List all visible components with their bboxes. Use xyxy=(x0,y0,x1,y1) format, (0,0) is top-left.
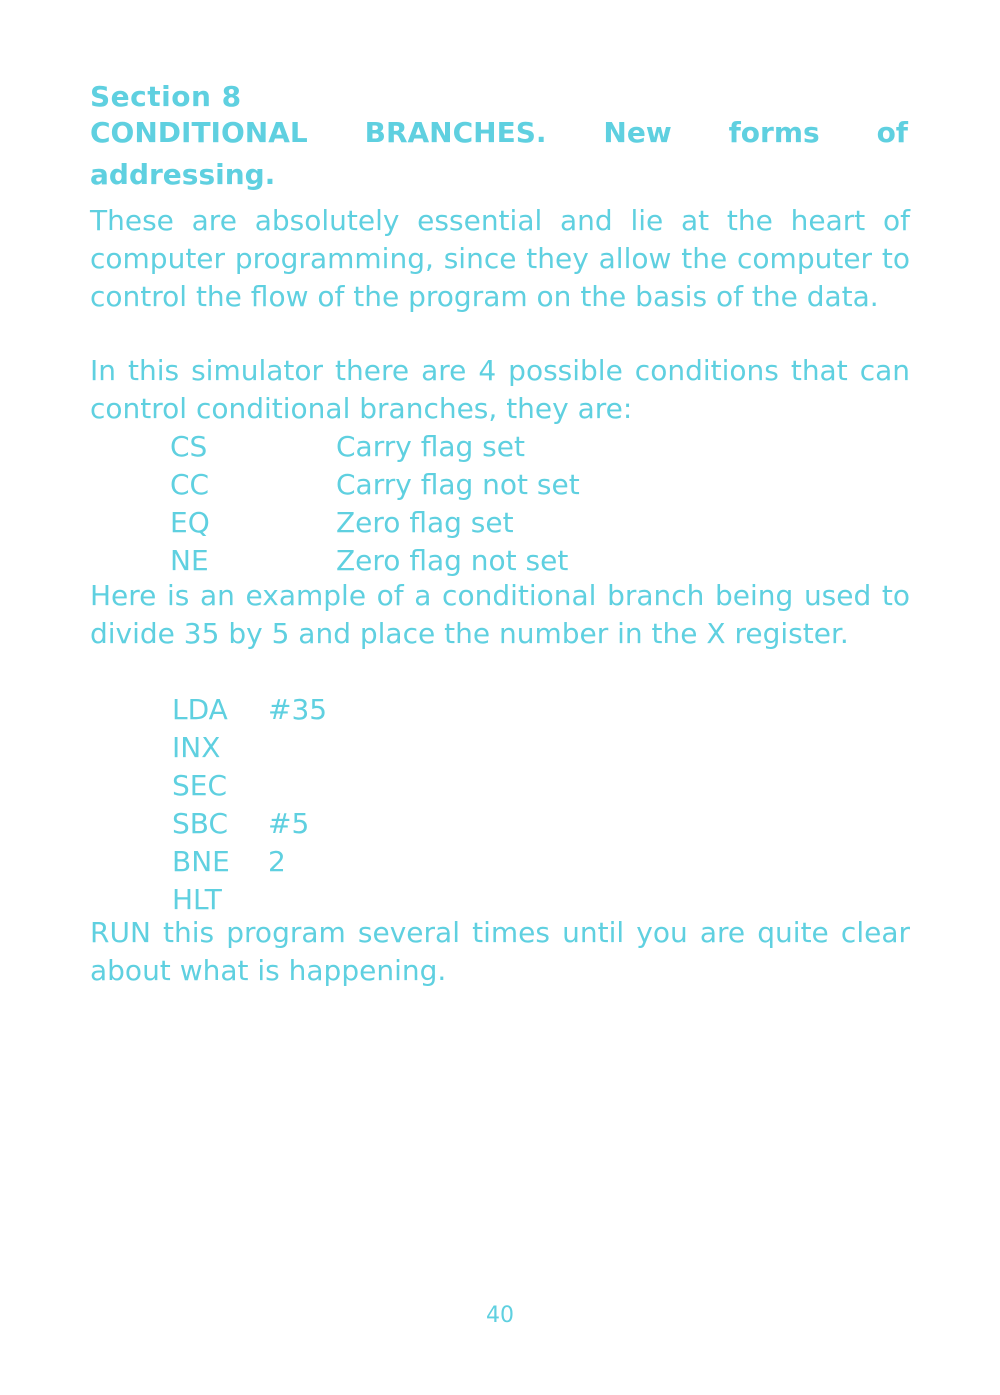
conditions-intro-paragraph: In this simulator there are 4 possible conditions that can control conditional branches, they are: xyxy=(90,354,910,425)
program-line xyxy=(172,767,327,805)
opcode: BNE xyxy=(172,845,230,878)
program-line xyxy=(172,805,327,843)
operand: #35 xyxy=(268,693,328,726)
program-line xyxy=(172,691,327,729)
opcode: SBC xyxy=(172,807,229,840)
condition-code: NE xyxy=(170,544,209,577)
opcode: INX xyxy=(172,731,221,764)
condition-row xyxy=(170,466,580,504)
condition-description: Carry flag set xyxy=(336,430,525,463)
opcode: SEC xyxy=(172,769,228,802)
condition-row xyxy=(170,428,580,466)
condition-code: CC xyxy=(170,468,210,501)
intro-paragraph: These are absolutely essential and lie at the heart of computer programming, since they allow the computer to control the flow of the program on the basis of the data. xyxy=(90,204,910,313)
section-heading: CONDITIONAL BRANCHES. New forms of addressing. xyxy=(90,116,908,191)
condition-code: CS xyxy=(170,430,208,463)
condition-row xyxy=(170,504,580,542)
condition-description: Zero flag set xyxy=(336,506,514,539)
operand: #5 xyxy=(268,807,310,840)
condition-description: Carry flag not set xyxy=(336,468,580,501)
example-paragraph: Here is an example of a conditional branch being used to divide 35 by 5 and place the number in the X register. xyxy=(90,579,910,650)
opcode: LDA xyxy=(172,693,228,726)
condition-description: Zero flag not set xyxy=(336,544,569,577)
program-line xyxy=(172,843,327,881)
condition-row xyxy=(170,542,580,580)
section-label: Section 8 xyxy=(90,80,242,113)
page-number: 40 xyxy=(486,1303,514,1328)
program-listing xyxy=(172,691,327,919)
opcode: HLT xyxy=(172,883,222,916)
conditions-list xyxy=(170,428,580,580)
operand: 2 xyxy=(268,845,286,878)
condition-code: EQ xyxy=(170,506,210,539)
program-line xyxy=(172,729,327,767)
run-instruction-paragraph: RUN this program several times until you are quite clear about what is happening. xyxy=(90,916,910,987)
